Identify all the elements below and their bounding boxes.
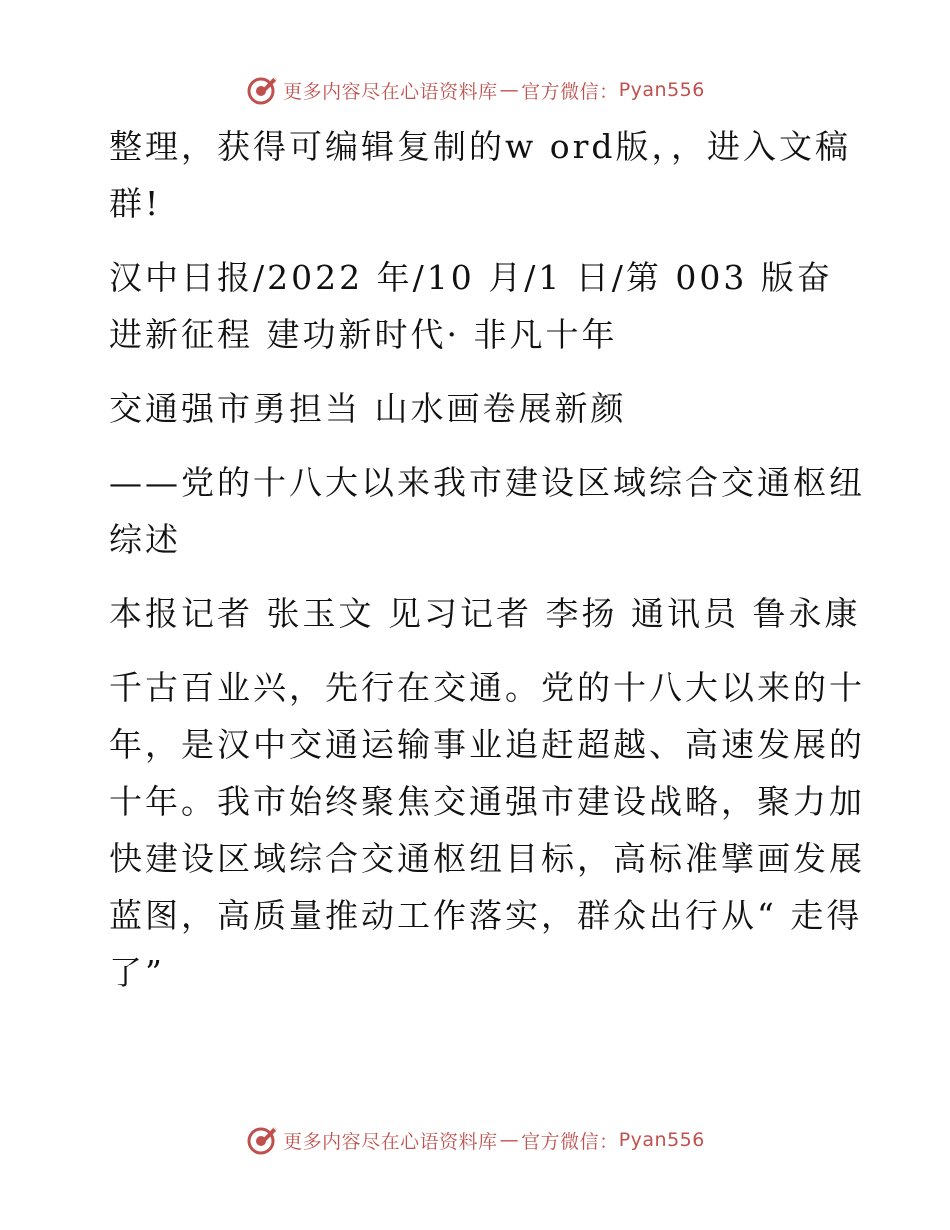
footer-watermark [0, 1120, 950, 1160]
pen-logo-icon [245, 73, 279, 107]
article-title: 交通强市勇担当 山水画卷展新颜 [109, 389, 627, 428]
intro-paragraph: 整理，获得可编辑复制的w ord版，，进入文稿群! [109, 127, 852, 223]
watermark-suffix: 官方微信： [521, 80, 619, 103]
body-paragraph: 千古百业兴，先行在交通。党的十八大以来的十年，是汉中交通运输事业追赶超越、高速发展的十年。我市始终聚焦交通强市建设战略，聚力加快建设区域综合交通枢纽目标，高标准擘画发展蓝图，高质量推动工作落实，群众出行从“ 走得了” [109, 668, 865, 992]
source-line: 汉中日报/2022 年/10 月/1 日/第 003 版奋进新征程 建功新时代· 非凡十年 [109, 258, 833, 354]
watermark-text: 更多内容尽在心语资料库 [283, 1130, 498, 1153]
document-body [97, 118, 867, 1018]
watermark-account: Pyan556 [618, 1129, 705, 1151]
watermark-account: Pyan556 [618, 79, 705, 101]
watermark-separator: — [499, 79, 520, 101]
article-subtitle: ——党的十八大以来我市建设区域综合交通枢纽综述 [109, 463, 865, 559]
watermark-suffix: 官方微信： [521, 1130, 619, 1153]
pen-logo-icon [245, 1123, 279, 1157]
header-watermark [0, 70, 950, 110]
watermark-separator: — [499, 1129, 520, 1151]
byline: 本报记者 张玉文 见习记者 李扬 通讯员 鲁永康 [109, 594, 861, 633]
watermark-text: 更多内容尽在心语资料库 [283, 80, 498, 103]
